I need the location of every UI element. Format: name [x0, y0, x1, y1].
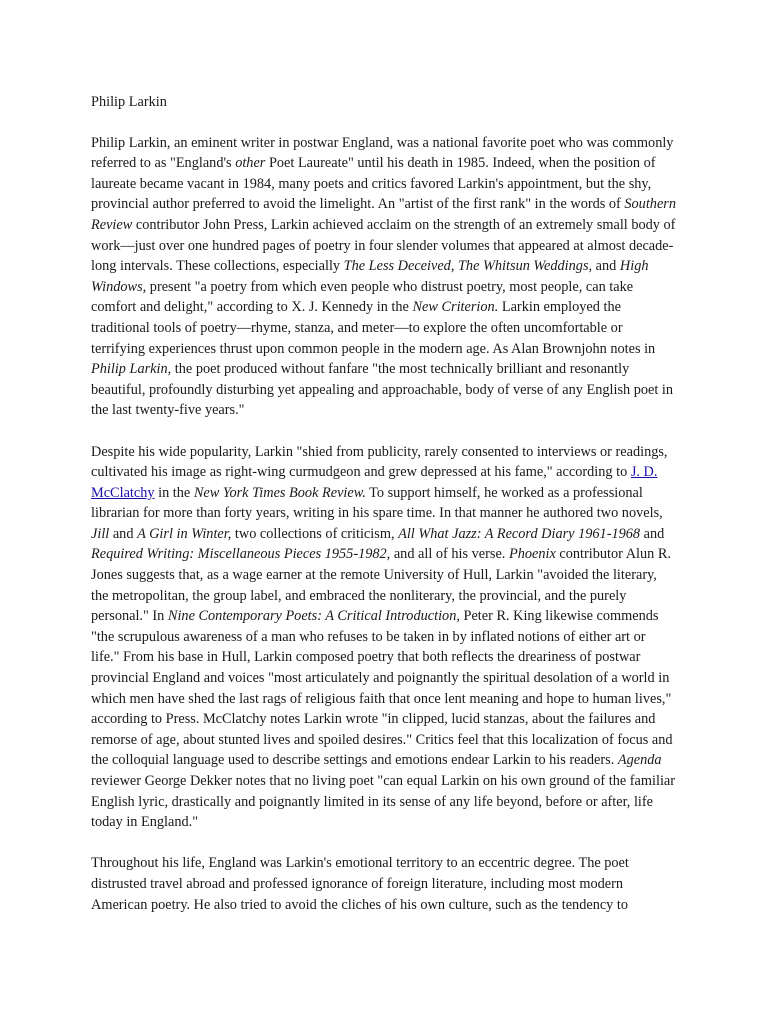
italic-title: New York Times Book Review. — [193, 484, 366, 501]
text-run: in the — [154, 484, 194, 501]
italic-title: Phoenix — [508, 546, 556, 563]
text-run: two collections of criticism, — [231, 525, 399, 542]
paragraph — [91, 133, 677, 421]
italic-title: Southern Review — [91, 196, 676, 233]
italic-title: other — [235, 155, 266, 172]
text-run: Larkin employed the traditional tools of poetry—rhyme, stanza, and meter—to explore the often uncomfortable or terrifying experiences thrust upon common people in the modern age. As Alan Brownjohn notes in — [91, 299, 656, 357]
text-run: reviewer George Dekker notes that no living poet "can equal Larkin on his own ground of the familiar English lyric, drastically and poignantly limited in its sense of any life beyond, before or after, life today in England." — [91, 773, 676, 831]
italic-title: Required Writing: Miscellaneous Pieces 1955-1982, — [91, 546, 391, 563]
italic-title: Jill — [91, 525, 110, 542]
text-run: and — [109, 525, 138, 542]
italic-title: A Girl in Winter, — [137, 525, 232, 542]
document-body — [91, 133, 676, 916]
author-link[interactable]: J. D. McClatchy — [91, 464, 658, 501]
text-run: contributor Alun R. Jones suggests that, as a wage earner at the remote University of Hull, Larkin "avoided the literary, the metropolitan, the group label, and embraced the nonliterary, the provincial, and the purely personal." In — [91, 546, 671, 625]
italic-title: All What Jazz: A Record Diary 1961-1968 — [398, 525, 641, 542]
document-title: Philip Larkin — [91, 94, 167, 110]
text-run: and — [640, 525, 665, 542]
text-run: Throughout his life, England was Larkin's emotional territory to an eccentric degree. The poet distrusted travel abroad and professed ignorance of foreign literature, including most modern American poetry. He also tried to avoid the cliches of his own culture, such as the tendency to — [91, 855, 629, 913]
text-run: and all of his verse. — [390, 546, 509, 563]
paragraph — [91, 853, 677, 915]
text-run: Despite his wide popularity, Larkin "shied from publicity, rarely consented to interviews or readings, cultivated his image as right-wing curmudgeon and grew depressed at his fame," according to — [91, 443, 668, 481]
italic-title: Nine Contemporary Poets: A Critical Introduction, — [167, 608, 460, 625]
text-run: the poet produced without fanfare "the most technically brilliant and resonantly beautiful, profoundly disturbing yet appealing and approachable, body of verse of any English poet in the last twenty-five years." — [91, 361, 674, 419]
text-run: Peter R. King likewise commends "the scrupulous awareness of a man who refuses to be taken in by inflated notions of either art or life." From his base in Hull, Larkin composed poetry that both reflects the dreariness of postwar provincial England and voices "most articulately and poignantly the spiritual desolation of a world in which men have shed the last rags of religious faith that once lent meaning and hope to human lives," according to Press. McClatchy notes Larkin wrote "in clipped, lucid stanzas, about the failures and remorse of age, about stunted lives and spoiled desires." Critics feel that this localization of focus and the colloquial language used to describe settings and emotions endear Larkin to his readers. — [91, 608, 673, 769]
text-run: present "a poetry from which even people who distrust poetry, most people, can take comfort and delight," according to X. J. Kennedy in the — [91, 278, 634, 316]
text-run: Philip Larkin, an eminent writer in postwar England, was a national favorite poet who was commonly referred to as "England's — [91, 134, 674, 172]
italic-title: New Criterion. — [412, 299, 499, 316]
text-run: contributor John Press, Larkin achieved acclaim on the strength of an extremely small body of work—just over one hundred pages of poetry in four slender volumes that appeared at almost decade-long intervals. These collections, especially — [91, 216, 676, 275]
italic-title: Agenda — [617, 752, 662, 769]
italic-title: High Windows, — [91, 258, 649, 295]
text-run: and — [592, 258, 620, 275]
paragraph — [91, 442, 677, 833]
text-run: Poet Laureate" until his death in 1985. Indeed, when the position of laureate became vacant in 1984, many poets and critics favored Larkin's appointment, but the shy, provincial author preferred to avoid the limelight. An "artist of the first rank" in the words of — [91, 155, 656, 213]
italic-title: Philip Larkin, — [91, 361, 172, 378]
text-run: To support himself, he worked as a professional librarian for more than forty years, writing in his spare time. In that manner he authored two novels, — [91, 484, 663, 522]
italic-title: The Less Deceived, The Whitsun Weddings, — [343, 258, 593, 275]
